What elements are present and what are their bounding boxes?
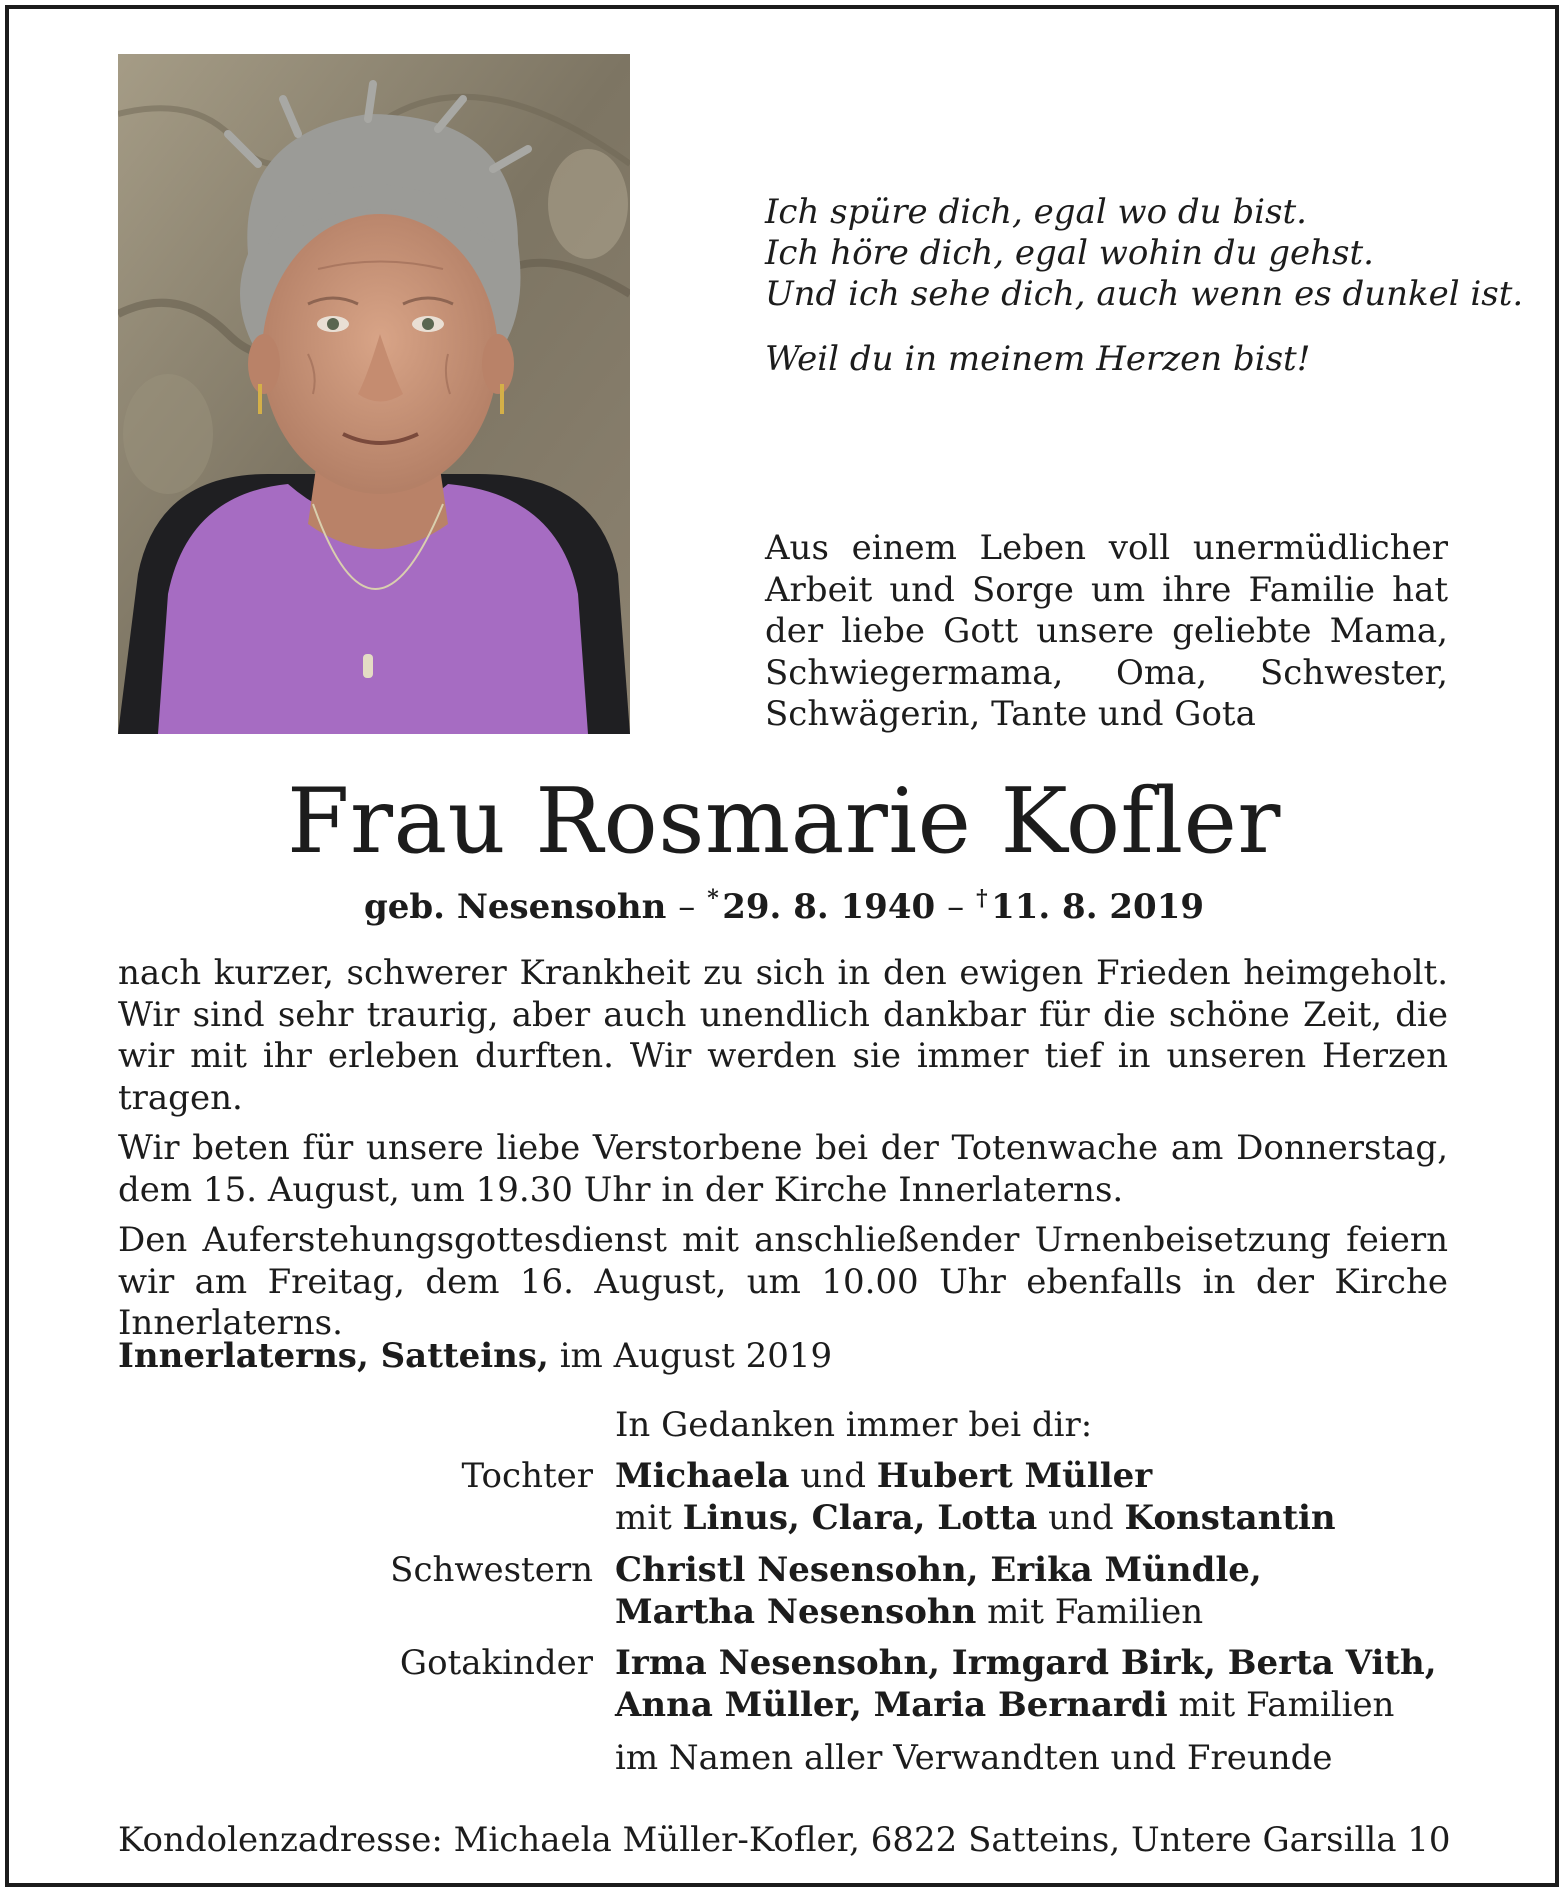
mourner-names <box>615 1549 1262 1591</box>
connector: mit <box>615 1498 672 1538</box>
poem-line: Ich höre dich, egal wohin du gehst. <box>765 233 1374 273</box>
condolence-address: Kondolenzadresse: Michaela Müller-Kofler, 6822 Satteins, Untere Garsilla 10 <box>118 1820 1451 1860</box>
mourner-names <box>615 1642 1437 1684</box>
mourner-names <box>615 1497 1336 1539</box>
connector: und <box>800 1456 866 1496</box>
mourner-names <box>615 1684 1394 1726</box>
connector: mit Familien <box>1178 1685 1395 1725</box>
death-symbol: † <box>976 885 988 912</box>
portrait-photo <box>118 54 630 734</box>
intro-text: Aus einem Leben voll unermüdlicher Arbeit und Sorge um ihre Familie hat der liebe Gott unsere geliebte Mama, Schwiegermama, Oma, Schwester, Schwägerin, Tante und Gota <box>765 528 1448 734</box>
mourner-name: Irma Nesensohn, Irmgard Birk, Berta Vith, <box>615 1643 1437 1683</box>
relation-label: Tochter <box>461 1456 593 1496</box>
closing-line: im Namen aller Verwandten und Freunde <box>615 1738 1333 1778</box>
mourner-name: Christl Nesensohn, Erika Mündle, <box>615 1550 1262 1590</box>
month-year: im August 2019 <box>559 1336 833 1376</box>
mourner-name: Linus, Clara, Lotta <box>682 1498 1038 1538</box>
connector: und <box>1048 1498 1114 1538</box>
connector: mit Familien <box>987 1592 1204 1632</box>
mourner-name: Hubert Müller <box>876 1456 1153 1496</box>
mourners-heading: In Gedanken immer bei dir: <box>615 1405 1093 1445</box>
body-paragraph: Wir beten für unsere liebe Verstorbene bei der Totenwache am Donnerstag, dem 15. August, um 19.30 Uhr in der Kirche Innerlaterns. <box>118 1128 1448 1210</box>
body-paragraph: Den Auferstehungsgottesdienst mit anschließender Urnenbeisetzung feiern wir am Freitag, dem 16. August, um 10.00 Uhr ebenfalls in der Kirche Innerlaterns. <box>118 1220 1448 1343</box>
maiden-name: geb. Nesensohn <box>363 887 667 927</box>
place-names: Innerlaterns, Satteins, <box>118 1336 549 1376</box>
mourner-name: Anna Müller, Maria Bernardi <box>615 1685 1168 1725</box>
mourner-name: Martha Nesensohn <box>615 1592 977 1632</box>
separator: – <box>678 887 696 927</box>
place-date-line <box>118 1334 832 1378</box>
mourner-name: Konstantin <box>1124 1498 1336 1538</box>
death-date: 11. 8. 2019 <box>991 887 1205 927</box>
poem-line: Und ich sehe dich, auch wenn es dunkel ist. <box>765 274 1524 314</box>
separator: – <box>947 887 965 927</box>
mourner-names <box>615 1455 1152 1497</box>
body-paragraph: nach kurzer, schwerer Krankheit zu sich in den ewigen Frieden heimgeholt. Wir sind sehr traurig, aber auch unendlich dankbar für die schöne Zeit, die wir mit ihr erleben durften. Wir werden sie immer tief in unseren Herzen tragen. <box>118 953 1448 1118</box>
relation-label: Gotakinder <box>399 1643 593 1683</box>
relation-label: Schwestern <box>390 1550 593 1590</box>
body-text <box>118 953 1448 1354</box>
life-dates <box>0 885 1568 929</box>
birth-date: 29. 8. 1940 <box>722 887 936 927</box>
poem-line: Weil du in meinem Herzen bist! <box>765 339 1311 379</box>
mourner-name: Michaela <box>615 1456 790 1496</box>
poem <box>765 192 1524 380</box>
poem-line: Ich spüre dich, egal wo du bist. <box>765 192 1307 232</box>
mourner-names <box>615 1591 1203 1633</box>
birth-symbol: * <box>707 885 719 912</box>
deceased-name: Frau Rosmarie Kofler <box>287 769 1281 874</box>
